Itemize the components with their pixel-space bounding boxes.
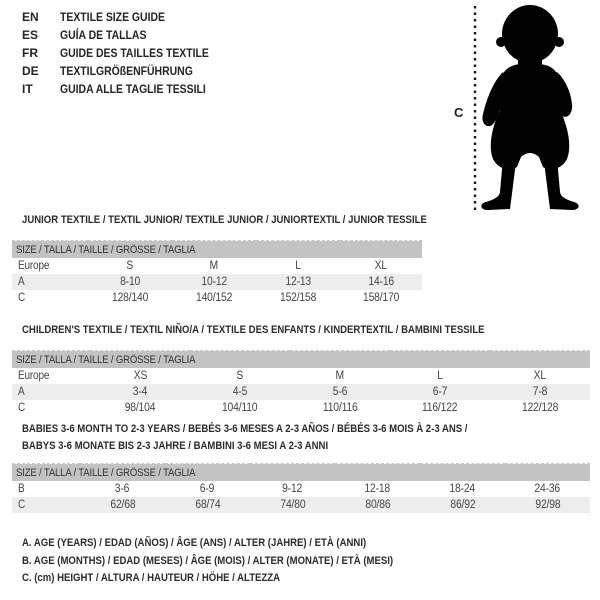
measurement-legend bbox=[22, 535, 449, 588]
size-header-label: SIZE / TALLA / TAILLE / GRÖSSE / TAGLIA bbox=[16, 353, 196, 366]
guide-title: GUIDE DES TAILLES TEXTILE bbox=[60, 46, 209, 60]
language-row-de bbox=[22, 62, 231, 80]
guide-title: GUIDA ALLE TAGLIE TESSILI bbox=[60, 82, 206, 96]
guide-title: TEXTILGRÖßENFÜHRUNG bbox=[60, 64, 193, 78]
legend-line-a: A. AGE (YEARS) / EDAD (AÑOS) / ÂGE (ANS) / ALTER (JAHRE) / ETÀ (ANNI) bbox=[22, 537, 367, 549]
table-row: B 3-6 6-9 9-12 12-18 18-24 24-36 bbox=[18, 483, 561, 495]
language-row-it bbox=[22, 80, 231, 98]
baby-height-figure bbox=[440, 0, 600, 215]
size-header-row bbox=[12, 351, 590, 369]
legend-line-b: B. AGE (MONTHS) / EDAD (MESES) / ÂGE (MOIS) / ALTER (MONATE) / ETÀ (MESI) bbox=[22, 554, 394, 567]
table-row: A 8-10 10-12 12-13 14-16 bbox=[12, 274, 422, 290]
size-header-label: SIZE / TALLA / TAILLE / GRÖSSE / TAGLIA bbox=[16, 243, 196, 256]
junior-table-title: JUNIOR TEXTILE / TEXTIL JUNIOR/ TEXTILE JUNIOR / JUNIORTEXTIL / JUNIOR TESSILE bbox=[22, 214, 427, 226]
table-row: Europe XS S M L XL bbox=[18, 370, 547, 382]
baby-silhouette-icon bbox=[481, 5, 578, 210]
size-header-label: SIZE / TALLA / TAILLE / GRÖSSE / TAGLIA bbox=[16, 466, 196, 479]
legend-line-c: C. (cm) HEIGHT / ALTURA / HAUTEUR / HÖHE / ALTEZZA bbox=[22, 572, 281, 584]
language-code: IT bbox=[22, 82, 33, 96]
junior-size-table bbox=[12, 240, 422, 306]
baby-silhouette-graphic bbox=[440, 0, 600, 215]
language-row-es bbox=[22, 26, 231, 44]
size-header-row bbox=[12, 464, 590, 482]
babies-size-table bbox=[12, 463, 590, 513]
language-row-fr bbox=[22, 44, 231, 62]
guide-title: GUÍA DE TALLAS bbox=[60, 28, 147, 42]
table-row: C 98/104 104/110 110/116 116/122 122/128 bbox=[18, 402, 559, 414]
children-size-table bbox=[12, 350, 590, 416]
language-code: ES bbox=[22, 28, 39, 42]
language-code: DE bbox=[22, 64, 39, 78]
language-row-en bbox=[22, 8, 231, 26]
table-row: Europe S M L XL bbox=[18, 260, 388, 272]
guide-title: TEXTILE SIZE GUIDE bbox=[60, 10, 165, 24]
babies-table-title: BABIES 3-6 MONTH TO 2-3 YEARS / BEBÉS 3-6 MESES A 2-3 AÑOS / BÉBÉS 3-6 MOIS À 2-3 ANS / BABYS 3-6 MONATE BIS 2-3 JAHRE / BAMBINI 3-6 MESI A 2-3 ANNI bbox=[22, 423, 468, 452]
table-row: C 62/68 68/74 74/80 80/86 86/92 92/98 bbox=[12, 497, 590, 513]
table-row: C 128/140 140/152 152/158 158/170 bbox=[18, 292, 400, 304]
height-measure-label: C bbox=[454, 105, 464, 120]
size-header-row bbox=[12, 241, 422, 259]
language-code: EN bbox=[22, 10, 39, 24]
children-table-title: CHILDREN'S TEXTILE / TEXTIL NIÑO/A / TEXTILE DES ENFANTS / KINDERTEXTIL / BAMBINI TESSILE bbox=[22, 324, 485, 336]
language-code: FR bbox=[22, 46, 38, 60]
table-row: A 3-4 4-5 5-6 6-7 7-8 bbox=[12, 384, 590, 400]
language-title-list bbox=[22, 8, 231, 98]
